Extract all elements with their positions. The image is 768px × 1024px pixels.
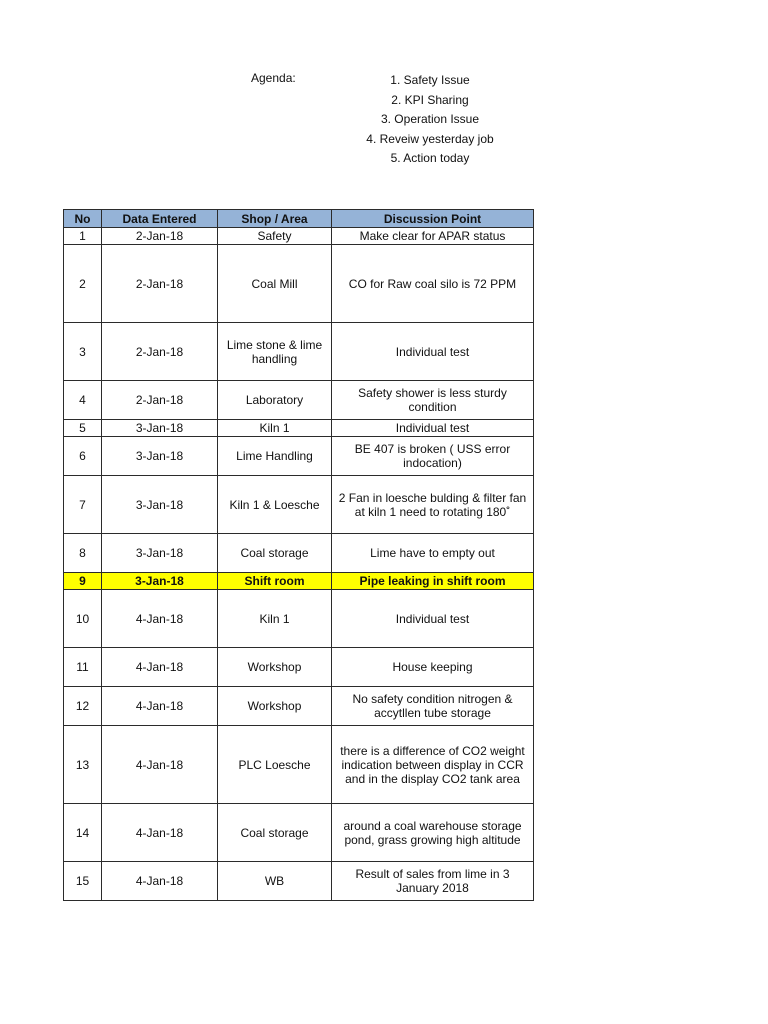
cell-date: 2-Jan-18 — [102, 245, 218, 323]
cell-area: Lime Handling — [218, 437, 332, 476]
table-row — [64, 245, 534, 323]
table-row — [64, 534, 534, 573]
cell-no: 8 — [64, 534, 102, 573]
cell-point: Individual test — [332, 420, 534, 437]
cell-no: 6 — [64, 437, 102, 476]
cell-area: Kiln 1 — [218, 590, 332, 648]
agenda-label: Agenda: — [251, 71, 296, 85]
cell-point: House keeping — [332, 648, 534, 687]
agenda-item: 5. Action today — [390, 151, 470, 165]
cell-area: Lime stone & lime handling — [218, 323, 332, 381]
table-row — [64, 381, 534, 420]
header-no: No — [64, 210, 102, 228]
table-row — [64, 726, 534, 804]
cell-no: 7 — [64, 476, 102, 534]
table-row — [64, 420, 534, 437]
cell-point: Pipe leaking in shift room — [332, 573, 534, 590]
table-body — [64, 228, 534, 901]
cell-date: 3-Jan-18 — [102, 534, 218, 573]
cell-point: Lime have to empty out — [332, 534, 534, 573]
cell-area: PLC Loesche — [218, 726, 332, 804]
cell-point: 2 Fan in loesche bulding & filter fan at kiln 1 need to rotating 180˚ — [332, 476, 534, 534]
table-row — [64, 437, 534, 476]
cell-no: 12 — [64, 687, 102, 726]
agenda-item: 2. KPI Sharing — [391, 92, 469, 107]
cell-date: 3-Jan-18 — [102, 573, 218, 590]
cell-area: Coal storage — [218, 534, 332, 573]
cell-area: Kiln 1 & Loesche — [218, 476, 332, 534]
cell-no: 14 — [64, 804, 102, 862]
cell-point: Individual test — [332, 590, 534, 648]
agenda-item: 3. Operation Issue — [380, 112, 480, 126]
table-row — [64, 573, 534, 590]
cell-point: No safety condition nitrogen & accytllen tube storage — [332, 687, 534, 726]
cell-point: Safety shower is less sturdy condition — [332, 381, 534, 420]
table-row — [64, 648, 534, 687]
cell-point: BE 407 is broken ( USS error indocation) — [332, 437, 534, 476]
cell-point: Individual test — [332, 323, 534, 381]
cell-date: 2-Jan-18 — [102, 323, 218, 381]
cell-date: 4-Jan-18 — [102, 590, 218, 648]
cell-date: 4-Jan-18 — [102, 648, 218, 687]
header-discussion-point: Discussion Point — [332, 210, 534, 228]
cell-date: 3-Jan-18 — [102, 420, 218, 437]
cell-date: 4-Jan-18 — [102, 726, 218, 804]
cell-no: 2 — [64, 245, 102, 323]
cell-no: 3 — [64, 323, 102, 381]
cell-no: 4 — [64, 381, 102, 420]
table-row — [64, 804, 534, 862]
cell-point: around a coal warehouse storage pond, grass growing high altitude — [332, 804, 534, 862]
agenda-list — [330, 71, 530, 169]
cell-no: 15 — [64, 862, 102, 901]
cell-area: Workshop — [218, 648, 332, 687]
cell-area: Safety — [218, 228, 332, 245]
header-shop-area: Shop / Area — [218, 210, 332, 228]
cell-date: 2-Jan-18 — [102, 381, 218, 420]
cell-date: 4-Jan-18 — [102, 862, 218, 901]
cell-point: Result of sales from lime in 3 January 2018 — [332, 862, 534, 901]
cell-area: Laboratory — [218, 381, 332, 420]
cell-no: 10 — [64, 590, 102, 648]
cell-no: 5 — [64, 420, 102, 437]
cell-area: Workshop — [218, 687, 332, 726]
cell-date: 3-Jan-18 — [102, 437, 218, 476]
cell-date: 2-Jan-18 — [102, 228, 218, 245]
cell-point: CO for Raw coal silo is 72 PPM — [332, 245, 534, 323]
cell-no: 1 — [64, 228, 102, 245]
cell-date: 3-Jan-18 — [102, 476, 218, 534]
cell-date: 4-Jan-18 — [102, 687, 218, 726]
agenda-item: 1. Safety Issue — [390, 73, 470, 87]
cell-point: there is a difference of CO2 weight indication between display in CCR and in the display CO2 tank area — [332, 726, 534, 804]
table-row — [64, 590, 534, 648]
table-row — [64, 228, 534, 245]
cell-no: 9 — [64, 573, 102, 590]
agenda-item: 4. Reveiw yesterday job — [366, 131, 494, 146]
cell-area: WB — [218, 862, 332, 901]
table-row — [64, 323, 534, 381]
cell-no: 13 — [64, 726, 102, 804]
table-header-row — [64, 210, 534, 228]
discussion-table — [63, 209, 534, 901]
cell-area: Coal storage — [218, 804, 332, 862]
cell-point: Make clear for APAR status — [332, 228, 534, 245]
cell-area: Coal Mill — [218, 245, 332, 323]
cell-area: Shift room — [218, 573, 332, 590]
header-data-entered: Data Entered — [102, 210, 218, 228]
cell-area: Kiln 1 — [218, 420, 332, 437]
table-row — [64, 862, 534, 901]
cell-no: 11 — [64, 648, 102, 687]
table-row — [64, 476, 534, 534]
table-row — [64, 687, 534, 726]
cell-date: 4-Jan-18 — [102, 804, 218, 862]
